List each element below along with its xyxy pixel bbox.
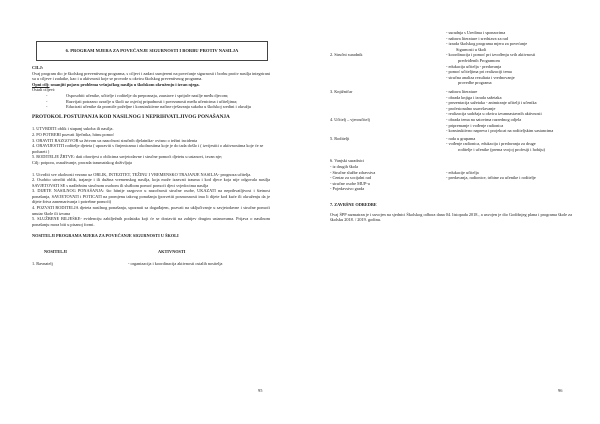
- col-head-aktivnosti: AKTIVNOSTI: [158, 249, 186, 255]
- list-item: - rada u grupama: [446, 135, 476, 141]
- table-row: [330, 89, 572, 117]
- list-item: - suradnja s Uredima i sponzorima: [446, 30, 506, 35]
- list-item: - profesionalno usavršavanje: [446, 105, 496, 111]
- list-item: - predavanja, radionice, tribine za učenike i roditelje: [446, 175, 536, 181]
- list-item: - konstruktivno napreva i projekcat na roditeljskim sastancima: [446, 128, 554, 134]
- row-activity: - organizacija i koordinacija aktivnosti ostalih nositelja: [128, 260, 223, 266]
- top-items: [330, 30, 572, 52]
- list-item: - iz drugih škola: [330, 164, 359, 170]
- list-item: - realizacija sadržaja u okviru izvannastavnih aktivnosti: [446, 111, 542, 117]
- list-item: - edukacija učitelja - predavanja: [446, 63, 502, 69]
- list-item: - Educirati učenike da promiče poželjne i konstruktivne načine rješavanja sukoba u školskoj sredini i okružju: [46, 104, 270, 110]
- opci-cilj-label: Opni cilj:: [32, 81, 50, 87]
- list-item: 3. DIJETE NASILNOG PONAŠANJA: što hitnije razgovor u nazočnosti stručne osobe, UKAZATI na neprihvatljivost i štetnost ponašanja, SAVJETOVATI i POTICATI na promjenu takvog ponašanja (posvetiti posmosnosti ima li dijete kod kuće ili okruženju da je dijete žrtva zanemarivanja i potrebne pomoći): [32, 188, 270, 205]
- section-title: 6. PROGRAM MJERA ZA POVEĆANJE SIGURNOSTI I BORBU PROTIV NASILJA: [36, 41, 268, 61]
- list-item: Sigurnosti u školi: [456, 46, 487, 52]
- list-item: 4. OBAVIJESTITI roditelje djeteta ( uporaviti s činjenicama i okolnostima koje je do tada došlo i ( izvijestiti o aktivnostima koje će se poduzeti ): [32, 143, 264, 154]
- list-item: - Centar za socijalni rad: [330, 175, 372, 181]
- zavrsne-heading: 7. ZAVRŠNE ODREDBE: [330, 202, 377, 208]
- list-item: 5. SLUŽBENE BILJEŠKE- evidenciju zabilježnih podataka koji će se dostaviti na zahtjev drugim ustanovama. Prijava o nasilnom ponašanju mora biti u pisanoj formi.: [32, 216, 270, 227]
- row-activities: [446, 117, 572, 134]
- steps-list: [32, 126, 270, 165]
- list-item: - vođenje radionica, edukacija i predavanja za druge: [446, 141, 536, 147]
- list-item: - prezentacija sažetaka - animiranje učitelji i učenika: [446, 100, 537, 106]
- list-item: 5. RODITELJE ŽRTVE: dati obavijest o oblicima savjetodavne i stručne pomoći djetetu u ustanovi, izvan nje;: [32, 154, 223, 160]
- row6-label: 6. Vanjski suradnici: [330, 158, 364, 164]
- row6-right: [446, 164, 572, 192]
- list-item: - Razvijati potrazno ozračje u školi uz osjećaj pripadnosti i povezanosti među učenicima i učiteljima;: [46, 99, 270, 105]
- list-item: 2. Osobito utvrditi oblik, trajanje i ili dužina vremenskog nasilja, koja može izazvati trauma i kod djece koja nije odgovala nasilja SAVJETOVATI SE s nadležnim stručnom osobom ili službom pomoć pomoći djeci svjedocima nasilja: [32, 177, 270, 188]
- list-item: - edukacije učitelja: [446, 169, 479, 175]
- list-item: 4. POZVATI RODITELJA djeteta nasilnog ponašanja, upoznati sa događajem, pozvati na uključivanje u savjetodavne i stručne pomoći unutar škole ili izvana: [32, 205, 270, 216]
- list-item: - pripremanje i vođenje radionica: [446, 122, 504, 128]
- list-item: - pomoć učiteljima pri realizaciji tema: [446, 69, 512, 75]
- list-item: - nabava literature i sredstava za rad: [446, 35, 509, 41]
- row-label: 3. Knjižničar: [330, 88, 353, 94]
- list-item: - nabava literature: [446, 88, 478, 94]
- table-row: [330, 117, 572, 134]
- page-number: 96: [558, 388, 563, 394]
- row-label: 2. Stručni suradnik: [330, 52, 363, 58]
- page-right: [300, 0, 600, 424]
- table-header: [32, 249, 270, 255]
- list-item: - obrada knjiga i izrada sažetaka: [446, 94, 502, 100]
- row-activities: [446, 136, 572, 153]
- list-item: - Pojedavstvo grada: [330, 186, 365, 192]
- row-activities: [446, 52, 572, 86]
- ostali-list: [32, 93, 270, 110]
- list-item: - obrada tema na satovima razrednog odjela: [446, 116, 522, 122]
- list-item: - stručna analiza rezultata i vrednovanje: [446, 74, 515, 80]
- table-row: [32, 261, 270, 267]
- list-item: roditelje i učenike (prema svojoj profesiji i hobiju): [458, 146, 545, 152]
- cilj-heading: CILJ:: [32, 65, 44, 70]
- opci-cilj-text: smanjiti pojavu problema vršnjačkog nasilja u školskom okruženju i izvan njega.: [49, 81, 200, 87]
- ostali-label: Ostali ciljevi:: [32, 87, 56, 93]
- row-label: 5. Roditelji: [330, 135, 350, 141]
- list-item: 1. UTVRDITI oblik i stupanj sukoba ili nasilja.: [32, 126, 114, 132]
- list-item: - stručne osobe MUP-a: [330, 180, 370, 186]
- list-item: Cilj: potpora, osnaživanje, prorada traumatskog doživljaja: [32, 159, 132, 165]
- page-number: 95: [258, 388, 263, 394]
- row-label: 1. Ravnatelj: [32, 260, 53, 266]
- table-row: [330, 52, 572, 86]
- row-activities: [446, 89, 572, 117]
- list-item: - Stručne službe zdravstva: [330, 169, 376, 175]
- col-head-nositelji: NOSITELJI: [44, 249, 67, 255]
- list-item: predviđenih Programom: [458, 57, 500, 63]
- list-item: 2. PO POTREBI pozvati liječnika, hitnu pomoć: [32, 131, 115, 137]
- list-item: - koordinacija i pomoć pri izvođenju svih aktivnosti: [446, 52, 536, 58]
- list-item: - Osposobiti učenike, učitelje i roditelje da prepoznaju, zaustave i sprijače nasilje među djecom;: [46, 93, 270, 99]
- row-label: 4. Učitelj – vjeroučitelj: [330, 116, 370, 122]
- paras-list: [32, 172, 270, 228]
- table-row: [330, 136, 572, 153]
- zavrsne-text: Ovaj ŠPP razmatran je i usvojen na sjednici Školskog odbora dana 04. listopada 2018., a usvojen je dio Godišnjeg plana i programa škole za školsku 2018. / 2019. godinu.: [330, 211, 572, 223]
- table-row: [330, 164, 572, 192]
- list-item: 1. Utvrditi sve okolnosti vezano uz OBLIK, INTEZITET, TEŽINU I VREMENSKO TRAJANJE NASILJA- prognoza učitelja.: [32, 171, 252, 177]
- list-item: provedbe programa: [458, 80, 492, 86]
- row6-left: [330, 164, 446, 192]
- protokol-heading: PROTOKOL POSTUPANJA KOD NASILNOG I NEPRIHVATLJIVOG PONAŠANJA: [32, 113, 230, 120]
- list-item: 3. OBAVITI RAZGOVOR sa žrtvom uz nazočnost stručnih djelatnika- ovisno o težini incidenta: [32, 137, 198, 143]
- nositelji-heading: NOSITELJI PROGRAMA MJERA ZA POVEĆANJE SIGURNOSTI U ŠKOLI: [32, 233, 179, 239]
- cilj-text: Ovaj program dio je školskog preventivnog programa, s ciljevi i zadaci usmjereni na povećanje sigurnosti i borbu protiv nasilja integrirani su u ciljeve i zadatke, kao i u aktivnosti koje se provode u okviru školskog preventivnog programa.: [32, 70, 270, 82]
- list-item: - izrada školskog programa mjera za povećanje: [446, 41, 528, 47]
